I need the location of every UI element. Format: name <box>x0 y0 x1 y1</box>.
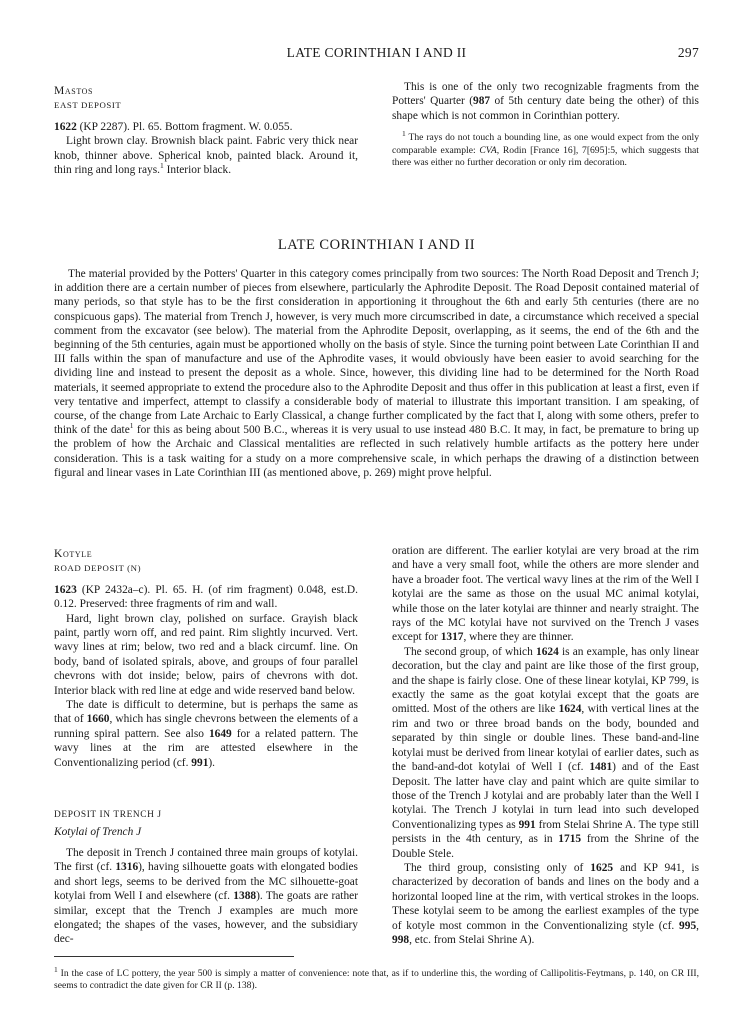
entry-1623-date: The date is difficult to determine, but is perhaps the same as that of 1660, which has single chevrons between the elements of a running spiral pattern. See also 1649 for a related pattern. The wavy lines at the rim are attested elsewhere in the Conventionalizing period (cf. 991). <box>54 699 358 769</box>
page-number: 297 <box>677 45 699 60</box>
section-title: LATE CORINTHIAN I AND II <box>277 237 476 253</box>
road-deposit-label: ROAD DEPOSIT (N) <box>54 563 142 574</box>
entry-1623-description: Hard, light brown clay, polished on surface. Grayish black paint, partly worn off, and red paint. Rim slightly incurved. Vert. wavy lines at rim; below, two red and a black circumf. line. On body, band of isolated spirals, above, and groups of four parallel chevrons with dot inside; below, pairs of chevrons with dot. Interior black with red line at edge and wide reserved band below. <box>54 612 358 697</box>
entry-1622-description: Light brown clay. Brownish black paint. Fabric very thick near knob, thinner above. Spherical knob, painted black. Around it, thin ring and long rays.$^1$ Interior black. <box>54 135 358 177</box>
running-head-title: LATE CORINTHIAN I AND II <box>286 45 467 60</box>
mastos-section <box>54 84 358 177</box>
mastos-commentary-text: This is one of the only two recognizable fragments from the Potters' Quarter (987 of 5th century date being the other) of this shape which is not common in Corinthian pottery. <box>392 81 699 122</box>
mastos-heading: Mastos <box>54 84 94 97</box>
trench-j-text: The deposit in Trench J contained three main groups of kotylai. The first (cf. 1316), having silhouette goats with elongated bodies and short legs, seems to be derived from the MC silhouette-goat kotylai from Well I and elsewhere (cf. 1388). The goats are rather similar, except that the Trench J examples are much more elongated; the shapes of the vases, however, and the subsidiary dec- <box>54 846 358 946</box>
kotylai-para-2: The second group, of which 1624 is an example, has only linear decoration, but the clay and paint are like those of the first group, and the shape is fairly close. One of these linear kotylai, KP 799, is exactly the same as the goat kotylai except that the goats are omitted. Most of the others are like 1624, with vertical lines at the rim and two or three broad bands on the body, bounded and separated by thin single or double lines. These band-and-line kotylai must be derived from linear kotylai of earlier dates, such as the band-and-dot kotylai of Well I (cf. 1481) and of the East Deposit. The latter have clay and paint which are quite similar to those of the Trench J kotylai and are probably later than the Well I kotylai. The Trench J kotylai in turn lead into such developed Conventionalizing types as 991 from Stelai Shrine A. The type still persists in the 4th century, as in 1715 from the Shrine of the Double Stele. <box>392 645 700 860</box>
intro-paragraph: The material provided by the Potters' Quarter in this category comes principally from two sources: The North Road Deposit and Trench J; in addition there are a certain number of pieces from elsewhere, particularly the Aphrodite Deposit. The Road Deposit contained material of many periods, so that style has to be the first consideration in apportioning it throughout the 6th and early 5th centuries (there are no conspicuous gaps). The material from Trench J, however, is very much more circumscribed in date, a circumstance which received a special comment from the excavator (see below). The material from the Aphrodite Deposit, overlapping, as it seems, the end of the 6th and the beginning of the 5th centuries, again must be apportioned wholly on the basis of style. Since the turning point between Late Corinthian II and III falls within the span of manufacture and use of the Aphrodite vases, it would obviously have been easier to avoid searching for the dividing line and instead to present the deposit as a whole. Since, however, this dividing line had to be determined for the North Road materials, it seemed appropriate to extend the procedure also to the Aphrodite Deposit and thus offer in this publication at least a first, even if very tentative and imperfect, attempt to classify a considerable body of material to illustrate this important transition. I am speaking, of course, of the change from Late Archaic to Early Classical, a change further complicated by the fact that I, along with some others, prefer to think of the date$^1$ for this as being about 500 B.C., whereas it is very usual to use instead 480 B.C. It may, in fact, be premature to bring up the problem of how the Archaic and Classical mentalities are reflected in such relatively humble artifacts as the pottery here under consideration. This is a task waiting for a study on a more comprehensive scale, in which perhaps the drawing of a distinction between figural and linear vases in Late Corinthian III (as mentioned above, p. 269) might prove helpful. <box>54 268 700 479</box>
kotylai-para-3: The third group, consisting only of 1625 and KP 941, is characterized by decoration of bands and lines on the body and a horizontal looped line at the rim, with vertical strokes in the loops. These kotylai seem to be among the earliest examples of the type of kotyle most common in the Conventionalizing style (cf. 995, 998, etc. from Stelai Shrine A). <box>392 861 699 946</box>
entry-1622-meta: (KP 2287). Pl. 65. Bottom fragment. W. 0.055. <box>76 120 293 133</box>
entry-1622 <box>54 120 358 134</box>
bottom-footnote: $^1$ In the case of LC pottery, the year 500 is simply a matter of convenience: note that, as if to underline this, the wording of Callipolitis-Feytmans, p. 140, on CR III, seems to contradict the date given for CR II (p. 138). <box>54 964 699 992</box>
footnote-divider <box>54 956 294 957</box>
running-head <box>54 45 699 63</box>
entry-1623: 1623 (KP 2432a–c). Pl. 65. H. (of rim fragment) 0.048, est.D. 0.12. Preserved: three fragments of rim and wall. <box>54 583 358 611</box>
east-deposit-label: EAST DEPOSIT <box>54 100 122 111</box>
kotyle-heading: Kotyle <box>54 547 93 560</box>
ref-987: 987 <box>473 95 491 108</box>
trench-j-heading: DEPOSIT IN TRENCH J <box>54 810 162 821</box>
mastos-footnote: $^1$ The rays do not touch a bounding line, as one would expect from the only comparable example: CVA, Rodin [France 16], 7[695]:5, which suggests that there was either no further decoration or only rim decoration. <box>392 129 699 169</box>
kotyle-section <box>54 547 358 947</box>
kotylai-discussion <box>392 544 699 947</box>
entry-1623-number: 1623 <box>54 583 77 596</box>
footnote-marker[interactable]: 1 <box>159 161 164 171</box>
kotylai-para-1: oration are different. The earlier kotylai are very broad at the rim and have a very small foot, while the others are more slender and have a broader foot. The vertical wavy lines at the rim of the Well I kotylai are the same as those on the usual MC animal kotylai, while those on the later kotylai are thinner and nearly straight. The rays of the MC kotylai have not survived on the Trench J vases except for 1317, where they are thinner. <box>392 545 699 644</box>
mastos-commentary <box>392 80 699 170</box>
footnote-marker[interactable]: 1 <box>129 421 134 431</box>
trench-j-subheading: Kotylai of Trench J <box>54 825 142 838</box>
entry-1622-number: 1622 <box>54 120 77 133</box>
